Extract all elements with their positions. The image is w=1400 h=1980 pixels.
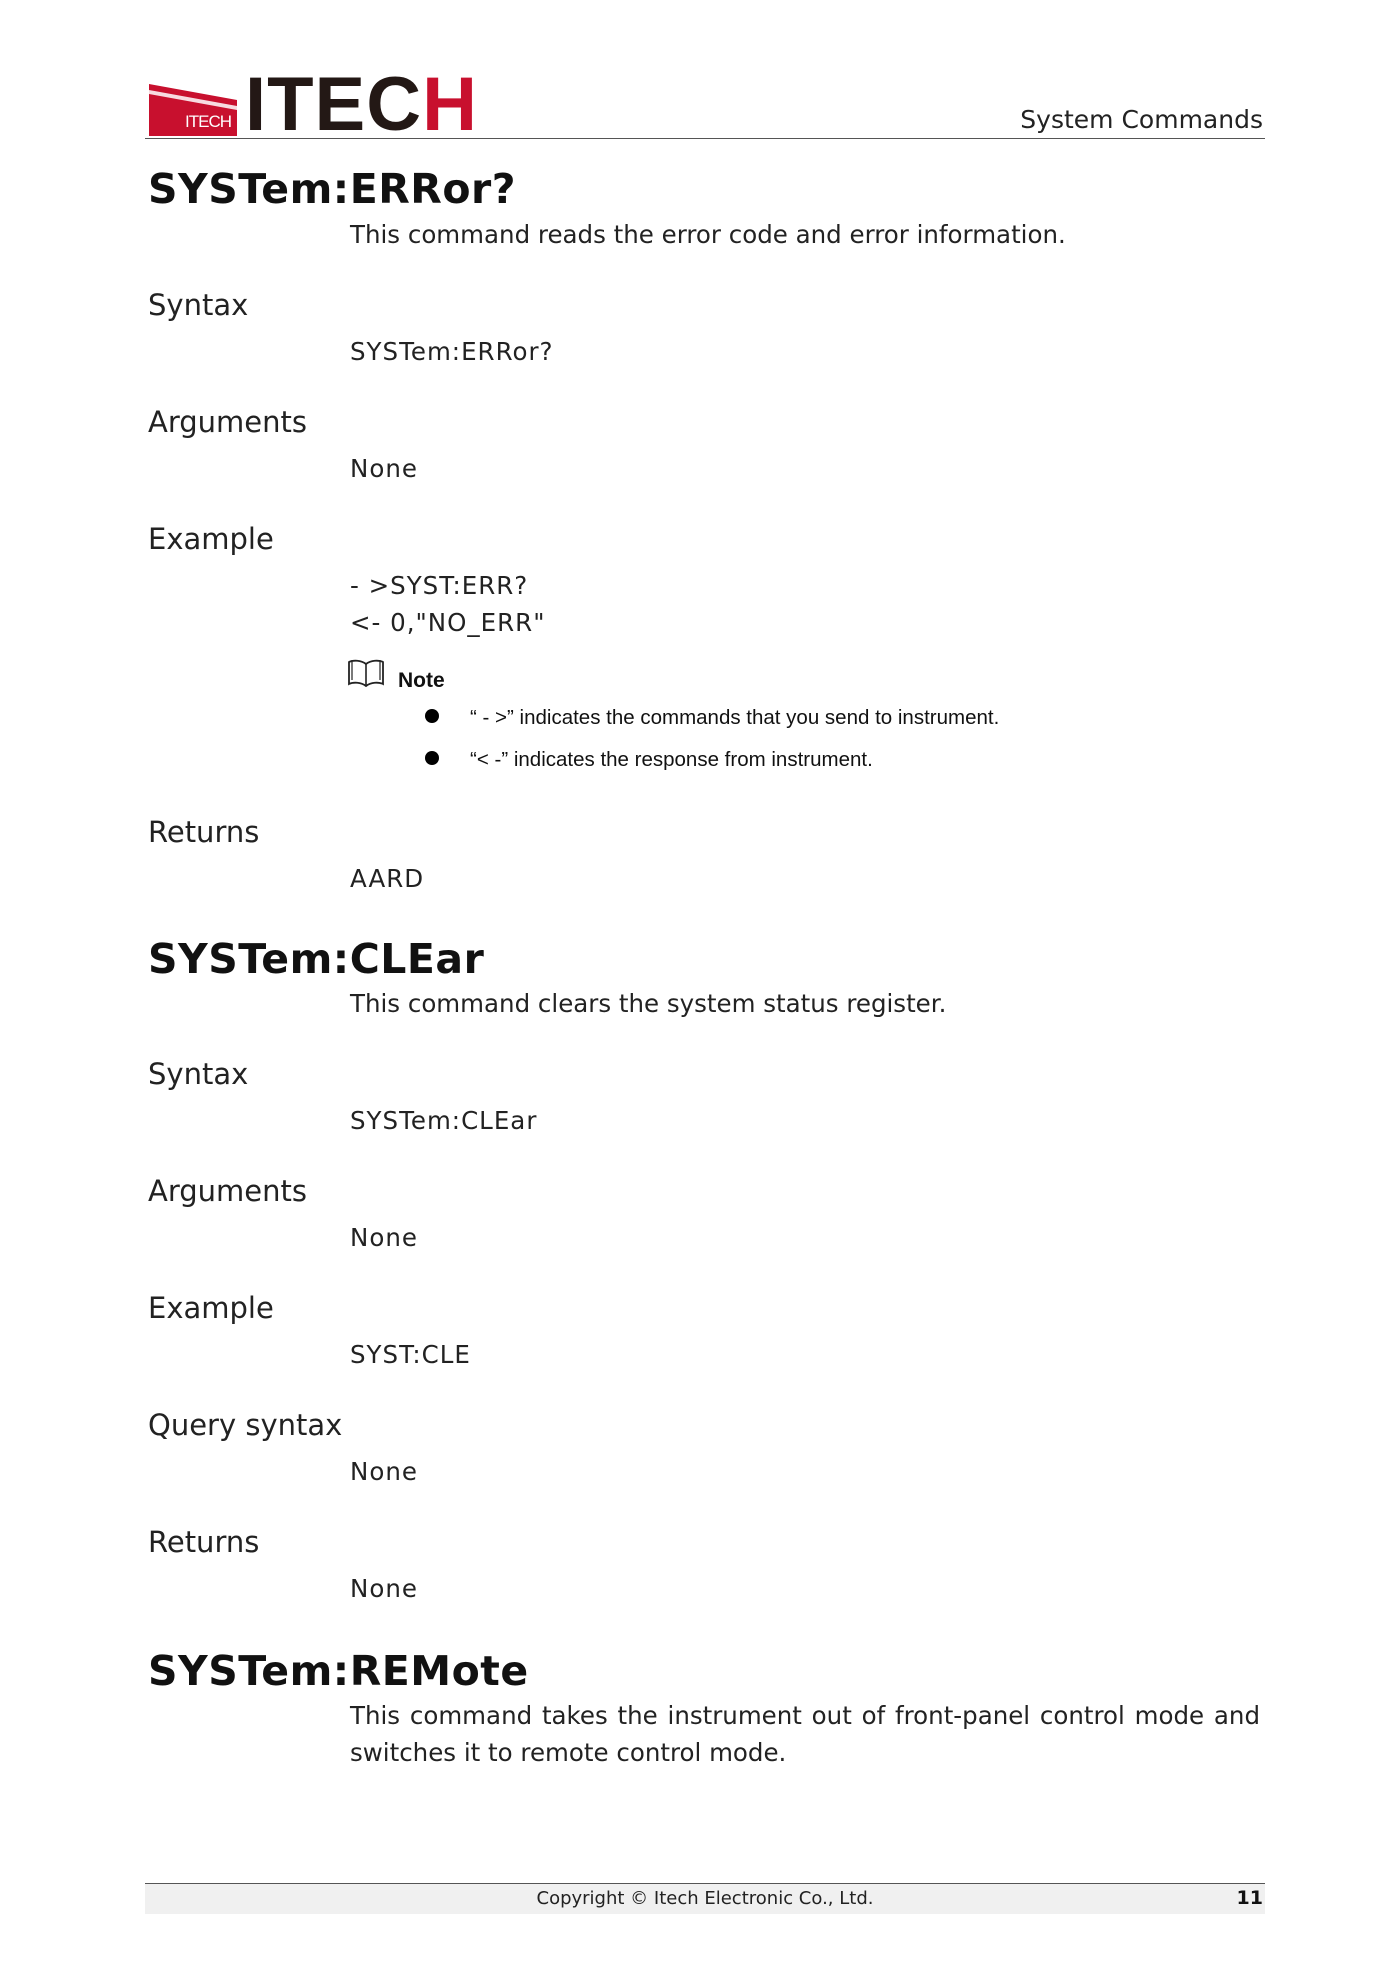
note-item: “ - >” indicates the commands that you send to instrument. [470,706,1000,729]
arguments-value: None [350,454,418,483]
example-value: SYST:CLE [350,1340,471,1369]
arguments-heading: Arguments [148,1174,307,1208]
note-title: Note [398,669,445,692]
logo-wordmark: ITECH [245,62,479,147]
book-icon [347,658,385,688]
arguments-heading: Arguments [148,405,307,439]
example-heading: Example [148,522,274,556]
returns-value: None [350,1574,418,1603]
command-title: SYSTem:REMote [148,1647,529,1695]
bullet-icon [425,709,439,723]
syntax-heading: Syntax [148,288,249,322]
itech-logo [149,62,479,147]
command-description: This command clears the system status register. [350,989,947,1018]
query-syntax-heading: Query syntax [148,1408,343,1442]
returns-heading: Returns [148,815,260,849]
command-description: This command reads the error code and error information. [350,220,1066,249]
page-number: 11 [1236,1887,1263,1909]
syntax-heading: Syntax [148,1057,249,1091]
logo-mark-text: ITECH [185,112,231,131]
example-line: - >SYST:ERR? [350,571,529,600]
note-item: “< -” indicates the response from instrument. [470,748,873,771]
section-title: System Commands [1020,105,1263,134]
arguments-value: None [350,1223,418,1252]
page-footer [145,1883,1265,1914]
query-syntax-value: None [350,1457,418,1486]
returns-value: AARD [350,864,425,893]
example-line: <- 0,"NO_ERR" [350,608,546,637]
logo-mark [149,80,237,136]
syntax-value: SYSTem:CLEar [350,1106,538,1135]
page-header [145,62,1265,147]
copyright-text: Copyright © Itech Electronic Co., Ltd. [536,1888,874,1909]
command-description: This command takes the instrument out of front-panel control mode and switches it to remote control mode. [350,1701,1260,1767]
returns-heading: Returns [148,1525,260,1559]
command-title: SYSTem:CLEar [148,935,485,983]
example-heading: Example [148,1291,274,1325]
bullet-icon [425,751,439,765]
command-title: SYSTem:ERRor? [148,165,517,213]
syntax-value: SYSTem:ERRor? [350,337,554,366]
